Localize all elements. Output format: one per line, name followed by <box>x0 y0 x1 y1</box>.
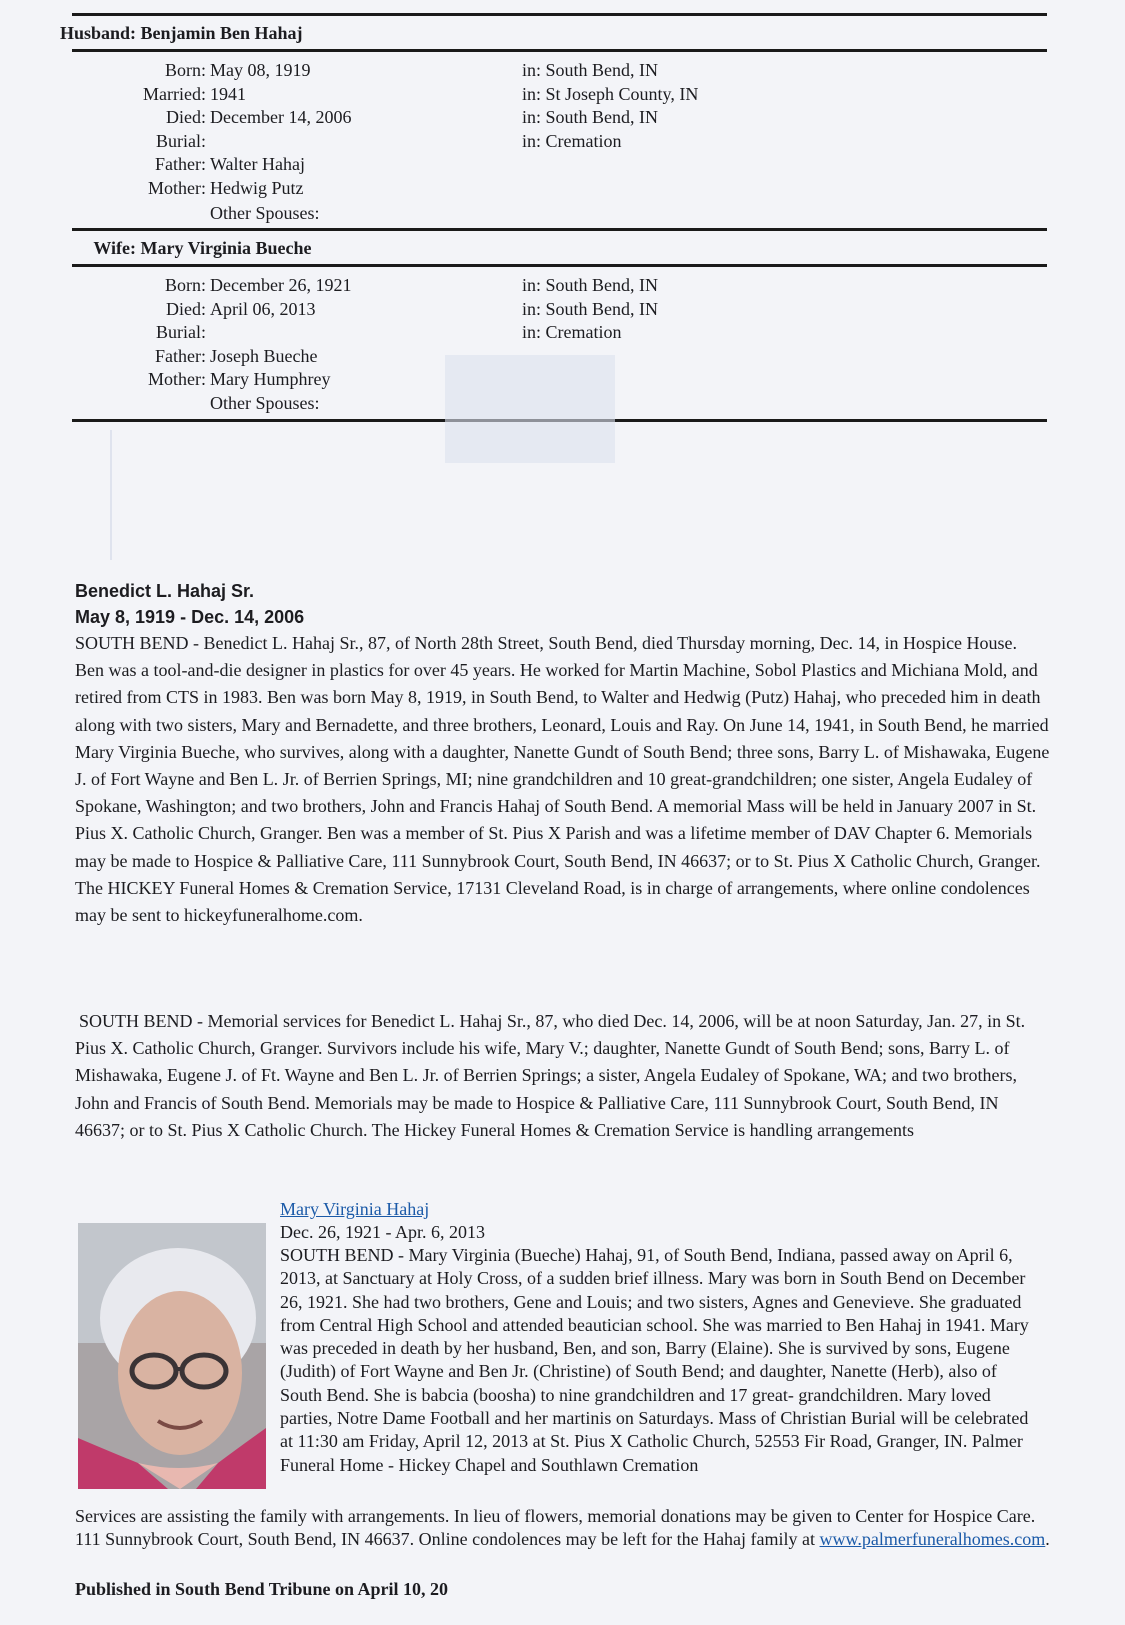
husband-fact-row <box>110 152 1010 176</box>
husband-fact-row <box>110 129 1010 153</box>
husband-name: Benjamin Ben Hahaj <box>140 23 303 43</box>
fact-place: in: Cremation <box>522 130 622 151</box>
husband-header <box>0 23 303 44</box>
rule-husband <box>72 49 1047 52</box>
benedict-obituary-1: SOUTH BEND - Benedict L. Hahaj Sr., 87, of North 28th Street, South Bend, died Thursday morning, Dec. 14, in Hospice House. Ben was a tool-and-die designer in plastics for over 45 years. He worked for Martin Machine, Sobol Plastics and Michiana Mold, and retired from CTS in 1983. Ben was born May 8, 1919, in South Bend, to Walter and Hedwig (Putz) Hahaj, who preceded him in death along with two sisters, Mary and Bernadette, and three brothers, Leonard, Louis and Ray. On June 14, 1941, in South Bend, he married Mary Virginia Bueche, who survives, along with a daughter, Nanette Gundt of South Bend; three sons, Barry L. of Mishawaka, Eugene J. of Fort Wayne and Ben L. Jr. of Berrien Springs, MI; nine grandchildren and 10 great-grandchildren; one sister, Angela Eudaley of Spokane, Washington; and two brothers, John and Francis Hahaj of South Bend. A memorial Mass will be held in January 2007 in St. Pius X. Catholic Church, Granger. Ben was a member of St. Pius X Parish and was a lifetime member of DAV Chapter 6. Memorials may be made to Hospice & Palliative Care, 111 Sunnybrook Court, South Bend, IN 46637; or to St. Pius X Catholic Church, Granger. The HICKEY Funeral Homes & Cremation Service, 17131 Cleveland Road, is in charge of arrangements, where online condolences may be sent to hickeyfuneralhome.com. <box>75 633 1050 926</box>
benedict-obituary-2: SOUTH BEND - Memorial services for Benedict L. Hahaj Sr., 87, who died Dec. 14, 2006, will be at noon Saturday, Jan. 27, in St. Pius X. Catholic Church, Granger. Survivors include his wife, Mary V.; daughter, Nanette Gundt of South Bend; sons, Barry L. of Mishawaka, Eugene J. of Ft. Wayne and Ben L. Jr. of Berrien Springs; a sister, Angela Eudaley of Spokane, WA; and two brothers, John and Francis of South Bend. Memorials may be made to Hospice & Palliative Care, 111 Sunnybrook Court, South Bend, IN 46637; or to St. Pius X Catholic Church. The Hickey Funeral Homes & Cremation Service is handling arrangements <box>75 1011 1026 1140</box>
fact-value: Mary Humphrey <box>210 369 331 389</box>
fact-label: Died: <box>166 107 206 127</box>
rule-wife-top <box>72 228 1047 231</box>
fact-label: Born: <box>164 275 206 295</box>
tape-mark <box>445 355 615 463</box>
mary-name-link[interactable]: Mary Virginia Hahaj <box>280 1199 430 1219</box>
mary-portrait-photo <box>78 1223 266 1489</box>
fact-value: Walter Hahaj <box>210 154 306 174</box>
rule-wife <box>72 264 1047 267</box>
fact-label: Born: <box>164 60 206 80</box>
wife-fact-row <box>110 297 1010 321</box>
wife-header <box>0 238 311 259</box>
fact-label: Mother: <box>148 177 206 198</box>
fact-label: Married: <box>143 83 206 104</box>
fact-value: Joseph Bueche <box>210 345 318 366</box>
portrait-image <box>78 1223 266 1489</box>
fact-value: Hedwig Putz <box>210 177 304 198</box>
fact-value: December 26, 1921 <box>210 275 352 295</box>
wife-other-spouses: Other Spouses: <box>210 393 320 413</box>
husband-fact-row <box>110 176 1010 200</box>
benedict-dates: May 8, 1919 - Dec. 14, 2006 <box>75 607 305 627</box>
husband-other-spouses: Other Spouses: <box>210 203 320 223</box>
benedict-name: Benedict L. Hahaj Sr. <box>75 581 255 601</box>
fact-label: Burial: <box>156 322 206 342</box>
fact-place: in: South Bend, IN <box>522 107 659 127</box>
fact-label: Father: <box>155 345 206 366</box>
wife-label: Wife: <box>93 238 136 258</box>
palmer-funeral-link[interactable]: www.palmerfuneralhomes.com <box>819 1529 1046 1550</box>
mary-obituary-tail: Services are assisting the family with arrangements. In lieu of flowers, memorial donations may be given to Center for Hospice Care. 111 Sunnybrook Court, South Bend, IN 46637. Online condolences may be left for the Hahaj family at www.palmerfuneralhomes.com. <box>75 1506 1050 1550</box>
fact-label: Died: <box>166 298 206 319</box>
wife-fact-row <box>110 273 1010 297</box>
fact-value: April 06, 2013 <box>210 298 316 319</box>
fact-place: in: South Bend, IN <box>522 60 659 80</box>
husband-fact-row <box>110 58 1010 82</box>
fact-place: in: Cremation <box>522 322 622 342</box>
husband-label: Husband: <box>59 23 136 43</box>
mary-dates: Dec. 26, 1921 - Apr. 6, 2013 <box>280 1222 485 1242</box>
rule-top <box>72 13 1047 16</box>
fact-place: in: South Bend, IN <box>522 298 659 319</box>
fact-label: Father: <box>155 154 206 174</box>
published-note: Published in South Bend Tribune on April 10, 20 <box>75 1579 448 1599</box>
mary-obituary: SOUTH BEND - Mary Virginia (Bueche) Hahaj, 91, of South Bend, Indiana, passed away on April 6, 2013, at Sanctuary at Holy Cross, of a sudden brief illness. Mary was born in South Bend on December 26, 1921. She had two brothers, Gene and Louis; and two sisters, Agnes and Genevieve. She graduated from Central High School and attended beautician school. She was married to Ben Hahaj in 1941. Mary was preceded in death by her husband, Ben, and son, Barry (Elaine). She is survived by sons, Eugene (Judith) of Fort Wayne and Ben Jr. (Christine) of South Bend; and daughter, Nanette (Herb), also of South Bend. She is babcia (boosha) to nine grandchildren and 17 great- grandchildren. Mary loved parties, Notre Dame Football and her martinis on Saturdays. Mass of Christian Burial will be celebrated at 11:30 am Friday, April 12, 2013 at St. Pius X Catholic Church, 52553 Fir Road, Granger, IN. Palmer Funeral Home - Hickey Chapel and Southlawn Cremation <box>280 1245 1029 1475</box>
fact-value: December 14, 2006 <box>210 107 352 127</box>
fact-label: Mother: <box>148 369 206 389</box>
fact-value: May 08, 1919 <box>210 60 311 80</box>
fact-place: in: South Bend, IN <box>522 275 659 295</box>
bleed-line <box>110 430 112 560</box>
fact-place: in: St Joseph County, IN <box>522 83 699 104</box>
fact-label: Burial: <box>156 130 206 151</box>
wife-fact-row <box>110 320 1010 344</box>
husband-fact-row <box>110 82 1010 106</box>
fact-value: 1941 <box>210 83 246 104</box>
wife-name: Mary Virginia Bueche <box>140 238 312 258</box>
husband-fact-row <box>110 105 1010 129</box>
